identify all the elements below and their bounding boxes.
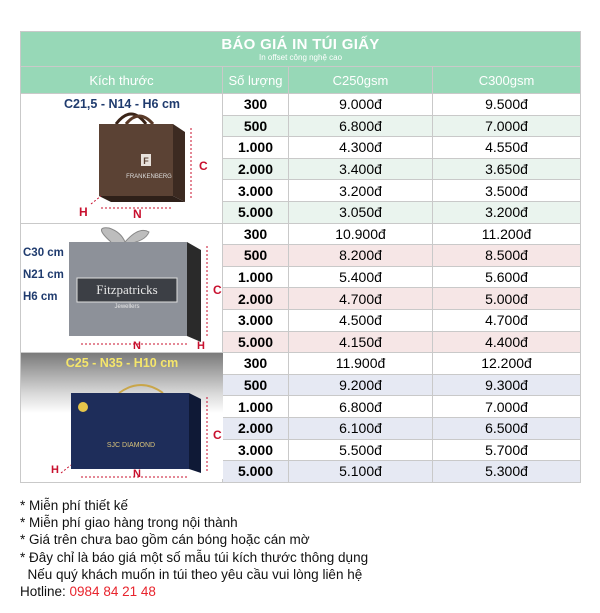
c300-cell: 5.300đ — [433, 461, 581, 483]
c300-cell: 3.500đ — [433, 180, 581, 202]
c250-cell: 5.500đ — [289, 439, 433, 461]
c300-cell: 5.700đ — [433, 439, 581, 461]
title-row — [21, 32, 581, 67]
header-c300: C300gsm — [433, 67, 581, 94]
product-2-brand: Fitzpatricks — [96, 281, 158, 297]
c250-cell: 3.400đ — [289, 158, 433, 180]
product-2-size-line: H6 cm — [23, 290, 58, 303]
c250-cell: 11.900đ — [289, 353, 433, 375]
c250-cell: 3.200đ — [289, 180, 433, 202]
product-3-image-cell — [21, 353, 223, 483]
header-size: Kích thước — [21, 67, 223, 94]
page-subtitle: In offset công nghệ cao — [259, 52, 343, 62]
product-1-dim-n: N — [133, 207, 142, 220]
product-2-dim-h: H — [197, 339, 205, 350]
product-2-brand-sub: Jewellers — [114, 303, 140, 310]
c300-cell: 3.200đ — [433, 201, 581, 223]
table-row — [21, 223, 581, 245]
c250-cell: 5.100đ — [289, 461, 433, 483]
c300-cell: 5.600đ — [433, 266, 581, 288]
table-row — [21, 353, 581, 375]
c250-cell: 6.100đ — [289, 417, 433, 439]
qty-cell: 1.000 — [223, 266, 289, 288]
header-quantity: Số lượng — [223, 67, 289, 94]
header-row — [21, 67, 581, 94]
product-3-size-label: C25 - N35 - H10 cm — [65, 356, 179, 371]
qty-cell: 3.000 — [223, 309, 289, 331]
c300-cell: 4.700đ — [433, 309, 581, 331]
product-2-dim-c: C — [213, 282, 222, 297]
product-3-dim-c: C — [213, 428, 222, 443]
c250-cell: 5.400đ — [289, 266, 433, 288]
c250-cell: 8.200đ — [289, 245, 433, 267]
product-3-dim-h: H — [51, 464, 59, 477]
hotline-label: Hotline: — [20, 584, 70, 600]
qty-cell: 1.000 — [223, 137, 289, 159]
product-1-size-label: C21,5 - N14 - H6 cm — [63, 97, 181, 111]
c250-cell: 6.800đ — [289, 115, 433, 137]
title-cell — [21, 32, 581, 67]
c250-cell: 4.700đ — [289, 288, 433, 310]
qty-cell: 300 — [223, 94, 289, 116]
c250-cell: 4.150đ — [289, 331, 433, 353]
notes-section — [20, 497, 590, 600]
c300-cell: 7.000đ — [433, 115, 581, 137]
c250-cell: 4.300đ — [289, 137, 433, 159]
price-sheet — [20, 31, 580, 483]
page-title: BÁO GIÁ IN TÚI GIẤY — [221, 35, 380, 53]
product-2-image-cell — [21, 223, 223, 353]
product-3-bag-image — [21, 369, 223, 479]
c300-cell: 4.550đ — [433, 137, 581, 159]
qty-cell: 3.000 — [223, 439, 289, 461]
table-row — [21, 94, 581, 116]
c300-cell: 5.000đ — [433, 288, 581, 310]
qty-cell: 2.000 — [223, 158, 289, 180]
product-2-dim-n: N — [133, 339, 141, 350]
c300-cell: 12.200đ — [433, 353, 581, 375]
note-line: Nếu quý khách muốn in túi theo yêu cầu vui lòng liên hệ — [20, 566, 363, 582]
c250-cell: 10.900đ — [289, 223, 433, 245]
c300-cell: 9.300đ — [433, 374, 581, 396]
c300-cell: 8.500đ — [433, 245, 581, 267]
product-1-dim-h: H — [79, 205, 88, 219]
c300-cell: 4.400đ — [433, 331, 581, 353]
product-1-logo-letter: F — [143, 156, 149, 166]
note-line: * Miễn phí giao hàng trong nội thành — [20, 515, 238, 531]
product-2-size-line: C30 cm — [23, 246, 64, 259]
c250-cell: 9.200đ — [289, 374, 433, 396]
qty-cell: 500 — [223, 374, 289, 396]
product-1-image-cell — [21, 94, 223, 224]
c250-cell: 6.800đ — [289, 396, 433, 418]
c300-cell: 7.000đ — [433, 396, 581, 418]
qty-cell: 5.000 — [223, 461, 289, 483]
product-3-dim-n: N — [133, 468, 141, 480]
note-line: * Miễn phí thiết kế — [20, 498, 129, 513]
product-1-dim-c: C — [199, 159, 208, 173]
qty-cell: 500 — [223, 115, 289, 137]
qty-cell: 300 — [223, 223, 289, 245]
c300-cell: 6.500đ — [433, 417, 581, 439]
c300-cell: 9.500đ — [433, 94, 581, 116]
product-3-brand: SJC DIAMOND — [106, 442, 156, 450]
c300-cell: 3.650đ — [433, 158, 581, 180]
qty-cell: 5.000 — [223, 201, 289, 223]
hotline-number[interactable]: 0984 84 21 48 — [69, 584, 156, 600]
header-c250: C250gsm — [289, 67, 433, 94]
c300-cell: 11.200đ — [433, 223, 581, 245]
product-2-bag-image — [21, 224, 223, 350]
note-line: * Đây chỉ là báo giá một số mẫu túi kích thước thông dụng — [20, 549, 369, 565]
qty-cell: 2.000 — [223, 417, 289, 439]
qty-cell: 3.000 — [223, 180, 289, 202]
qty-cell: 5.000 — [223, 331, 289, 353]
qty-cell: 2.000 — [223, 288, 289, 310]
qty-cell: 500 — [223, 245, 289, 267]
product-1-bag-image — [21, 110, 223, 220]
c250-cell: 9.000đ — [289, 94, 433, 116]
note-line: * Giá trên chưa bao gồm cán bóng hoặc cán mờ — [20, 532, 310, 548]
hotline — [20, 583, 590, 600]
c250-cell: 4.500đ — [289, 309, 433, 331]
qty-cell: 300 — [223, 353, 289, 375]
qty-cell: 1.000 — [223, 396, 289, 418]
price-table — [20, 31, 581, 483]
c250-cell: 3.050đ — [289, 201, 433, 223]
product-2-size-line: N21 cm — [23, 268, 64, 281]
product-1-brand: FRANKENBERG — [126, 174, 172, 180]
